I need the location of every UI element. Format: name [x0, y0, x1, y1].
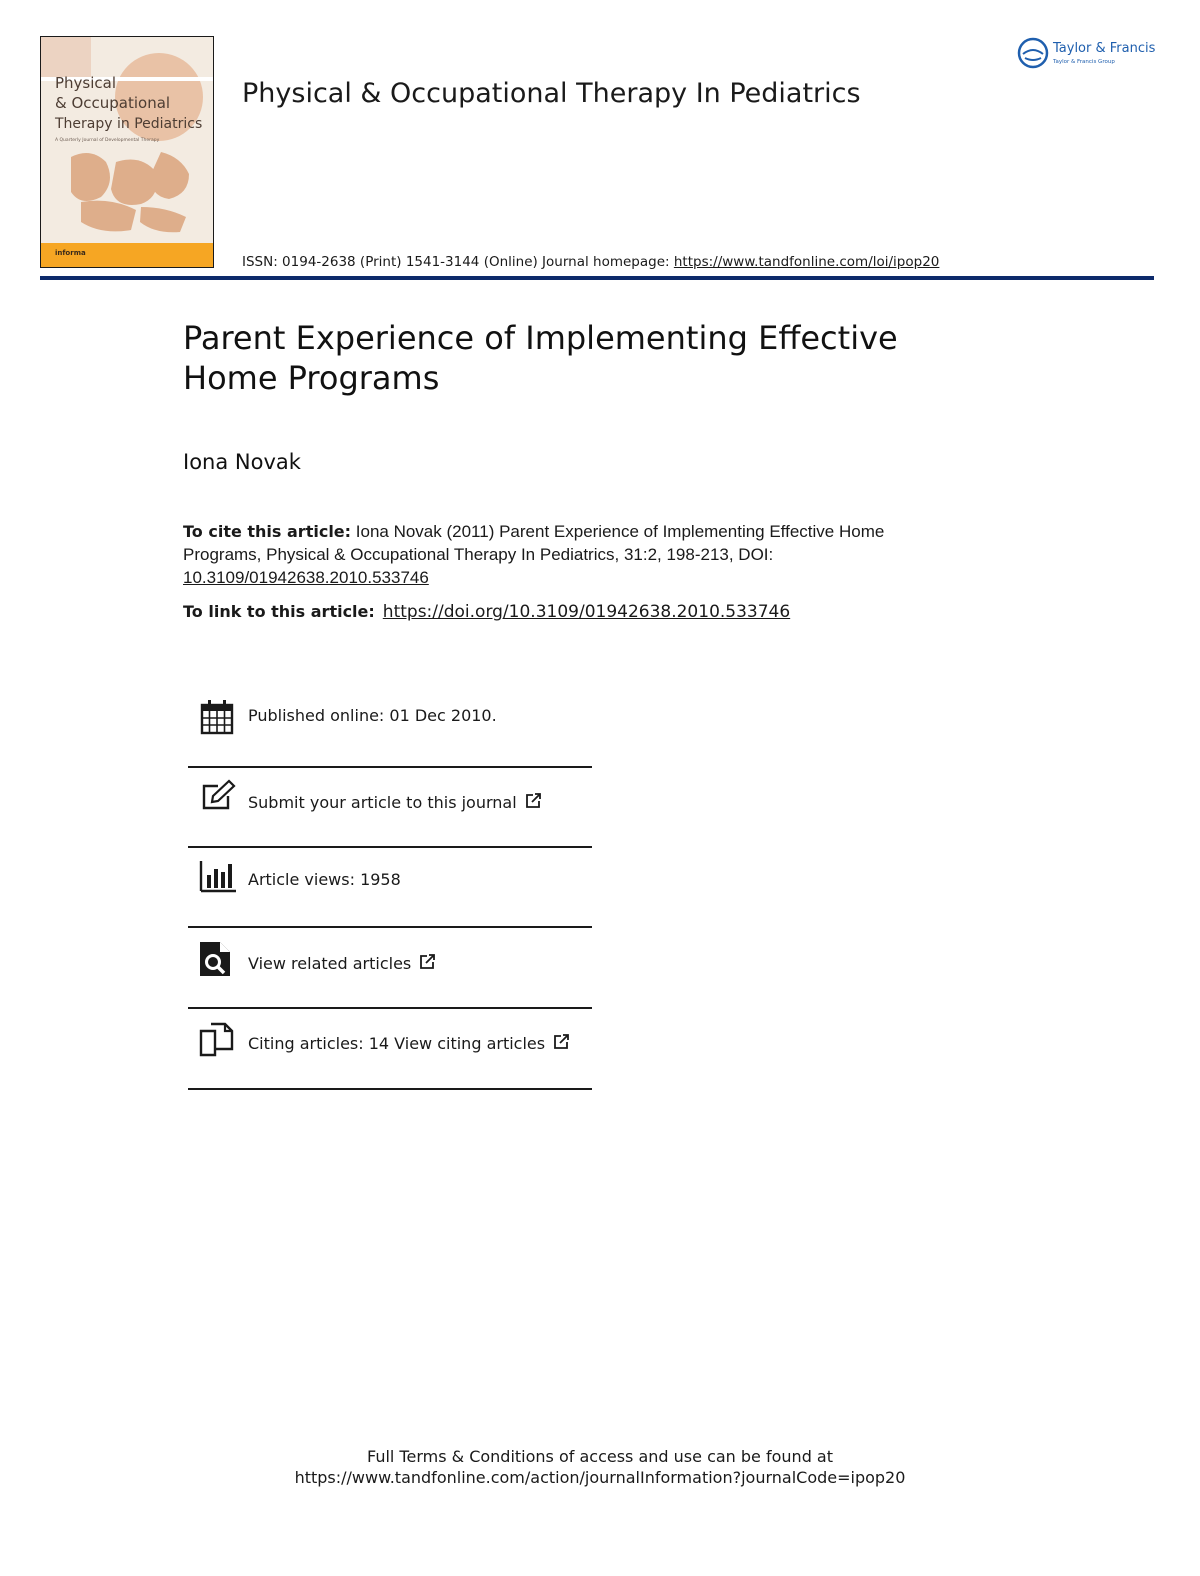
submit-row[interactable] [188, 776, 592, 836]
author-name: Iona Novak [183, 450, 301, 474]
cite-label: To cite this article: [183, 522, 352, 541]
article-link-line [183, 602, 790, 622]
document-search-icon [198, 940, 236, 978]
external-link-icon [525, 792, 542, 809]
cite-doi-link[interactable]: 10.3109/01942638.2010.533746 [183, 568, 429, 587]
article-title: Parent Experience of Implementing Effective Home Programs [183, 319, 898, 397]
logo-name: Taylor & Francis [1053, 41, 1156, 56]
taylor-francis-logo[interactable] [1015, 36, 1160, 70]
row-divider [188, 1007, 592, 1009]
citing-row[interactable] [188, 1017, 592, 1079]
journal-title: Physical & Occupational Therapy In Pediatrics [242, 78, 861, 109]
citing-articles-link[interactable] [248, 1033, 570, 1053]
link-label: To link to this article: [183, 602, 375, 621]
copy-documents-icon [198, 1021, 236, 1059]
logo-tagline: Taylor & Francis Group [1053, 59, 1115, 65]
citing-label: Citing articles: 14 View citing articles [248, 1034, 546, 1053]
row-divider [188, 846, 592, 848]
view-related-link[interactable] [248, 953, 436, 973]
issn-text: ISSN: 0194-2638 (Print) 1541-3144 (Online) Journal homepage: [242, 254, 674, 270]
external-link-icon [553, 1033, 570, 1050]
row-divider [188, 926, 592, 928]
article-doi-link[interactable]: https://doi.org/10.3109/01942638.2010.533746 [382, 602, 791, 622]
cover-line1: Physical [55, 74, 117, 92]
header-rule [40, 276, 1154, 280]
submit-label: Submit your article to this journal [248, 793, 517, 812]
cite-text: Iona Novak (2011) Parent Experience of Implementing Effective Home Programs, Physical & Occupational Therapy In Pediatrics, 31:2, 198-213, DOI: [183, 522, 885, 564]
journal-cover-image [40, 36, 214, 268]
views-row [188, 856, 592, 916]
row-divider [188, 1088, 592, 1090]
cover-line2: & Occupational [55, 94, 171, 112]
related-label: View related articles [248, 954, 412, 973]
cover-line3: Therapy in Pediatrics [55, 116, 203, 132]
issn-line [242, 254, 939, 270]
bar-chart-icon [198, 858, 236, 896]
published-date: Published online: 01 Dec 2010. [248, 706, 497, 725]
submit-article-link[interactable] [248, 792, 542, 812]
edit-icon [198, 778, 236, 816]
footer-terms-link[interactable]: https://www.tandfonline.com/action/journalInformation?journalCode=ipop20 [294, 1468, 906, 1487]
journal-homepage-link[interactable]: https://www.tandfonline.com/loi/ipop20 [673, 254, 940, 270]
row-divider [188, 766, 592, 768]
citation [183, 520, 903, 589]
footer [0, 1446, 1200, 1488]
cover-publisher: informa [55, 249, 86, 257]
calendar-icon [198, 698, 236, 736]
external-link-icon [419, 953, 436, 970]
article-views: Article views: 1958 [248, 870, 401, 889]
published-row [188, 696, 592, 740]
footer-terms-text: Full Terms & Conditions of access and use can be found at [366, 1447, 834, 1466]
cover-subtitle: A Quarterly Journal of Developmental Therapy [55, 138, 160, 143]
related-row[interactable] [188, 936, 592, 998]
